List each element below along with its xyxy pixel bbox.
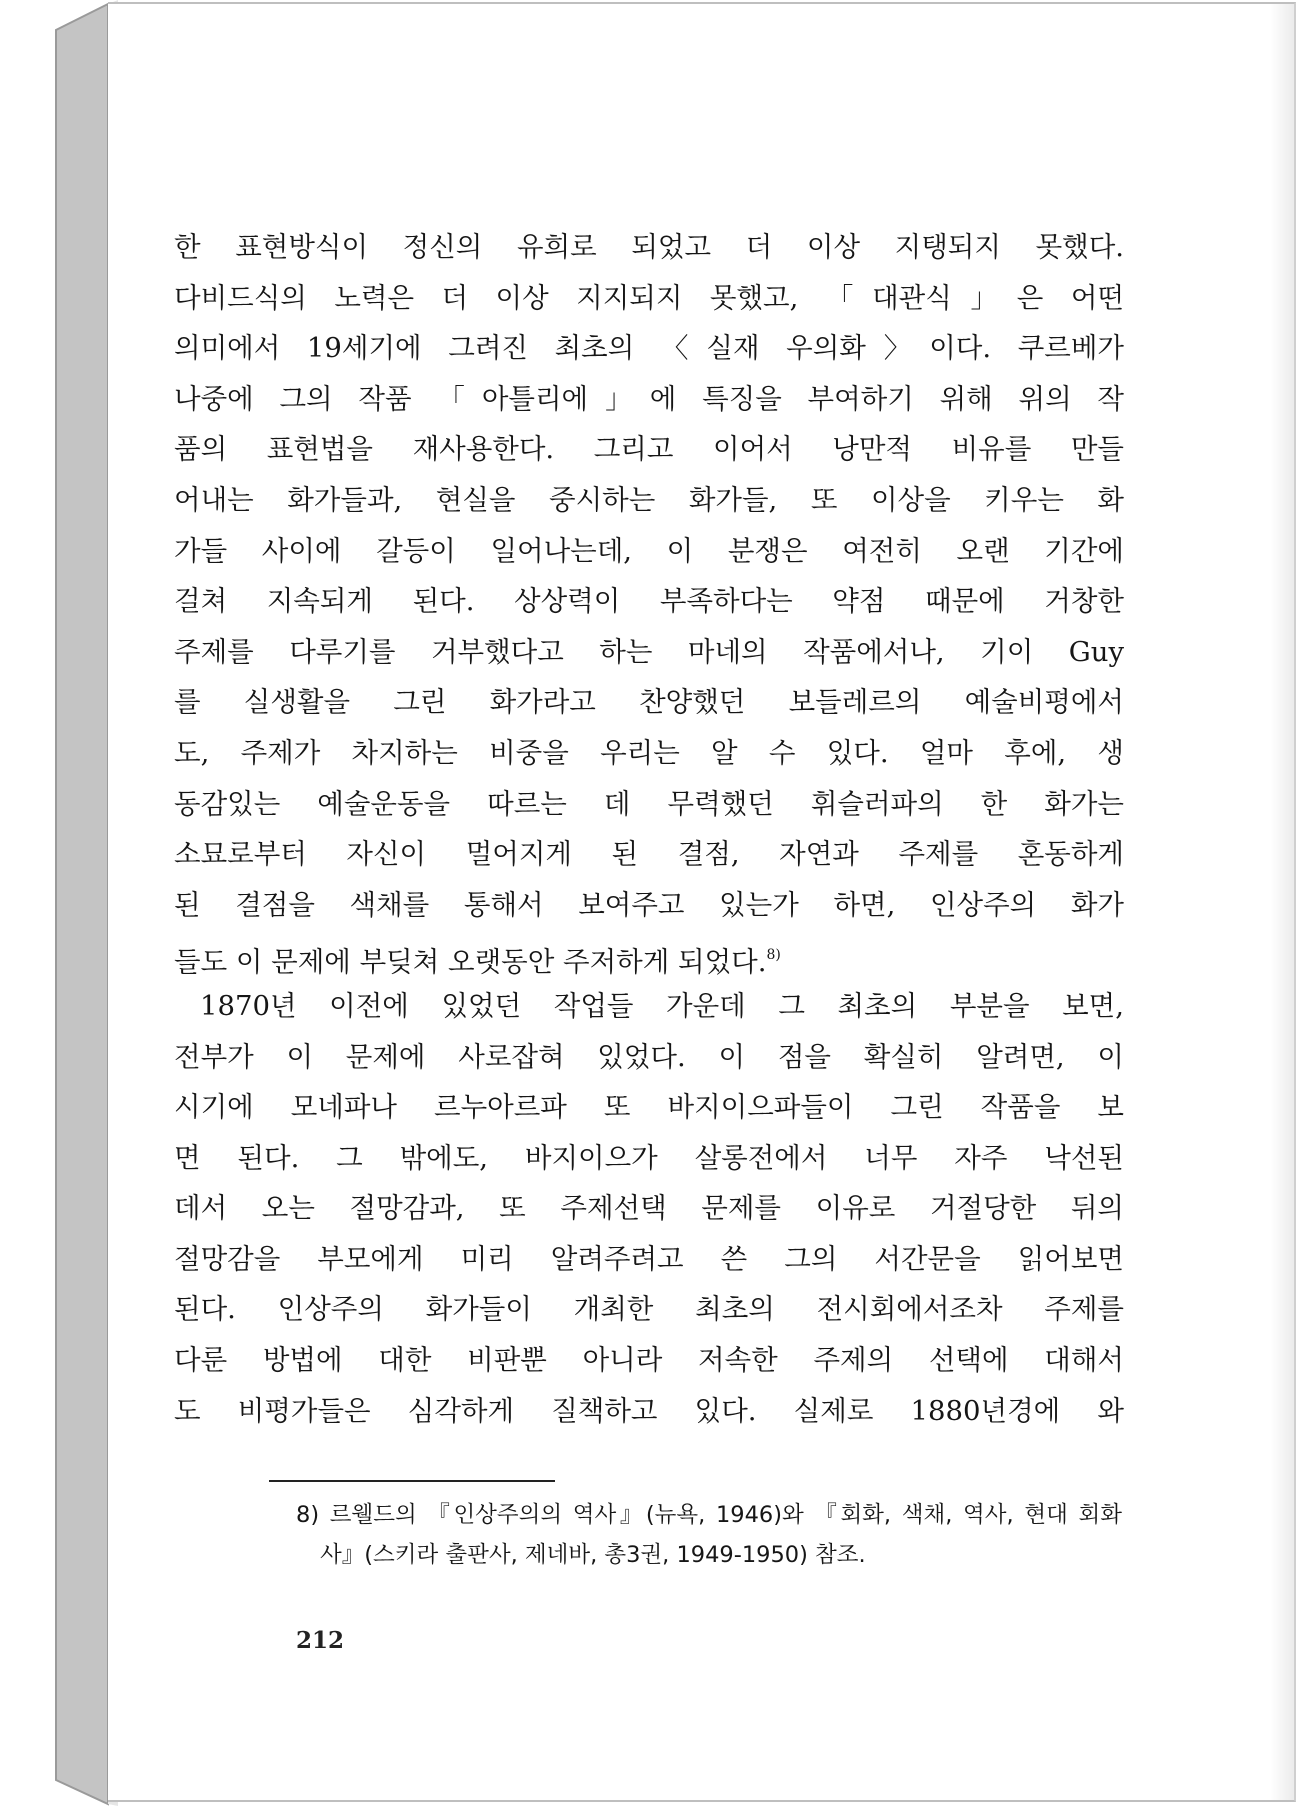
body-line-paragraph-end xyxy=(174,930,1124,981)
page-edge-shadow xyxy=(1270,4,1294,1800)
body-line: 도 비평가들은 심각하게 질책하고 있다. 실제로 1880년경에 와 xyxy=(174,1394,1124,1427)
body-line: 데서 오는 절망감과, 또 주제선택 문제를 이유로 거절당한 뒤의 xyxy=(174,1192,1124,1225)
body-text xyxy=(174,222,1124,1436)
footnote-divider xyxy=(269,1480,555,1482)
body-line: 면 된다. 그 밖에도, 바지이으가 살롱전에서 너무 자주 낙선된 xyxy=(174,1141,1124,1174)
body-line: 걸쳐 지속되게 된다. 상상력이 부족하다는 약점 때문에 거창한 xyxy=(174,585,1124,618)
body-line: 동감있는 예술운동을 따르는 데 무력했던 휘슬러파의 한 화가는 xyxy=(174,787,1124,820)
body-line-paragraph-start: 1870년 이전에 있었던 작업들 가운데 그 최초의 부분을 보면, xyxy=(200,989,1124,1022)
footnote-line: 사』(스키라 출판사, 제네바, 총3권, 1949-1950) 참조. xyxy=(320,1542,866,1568)
footnote xyxy=(296,1495,1122,1575)
body-line: 어내는 화가들과, 현실을 중시하는 화가들, 또 이상을 키우는 화 xyxy=(174,483,1124,516)
body-line-text: 들도 이 문제에 부딪쳐 오랫동안 주저하게 되었다. xyxy=(174,946,767,979)
body-line: 가들 사이에 갈등이 일어나는데, 이 분쟁은 여전히 오랜 기간에 xyxy=(174,534,1124,567)
body-line: 의미에서 19세기에 그려진 최초의 〈실재 우의화〉이다. 쿠르베가 xyxy=(174,332,1124,365)
body-line: 도, 주제가 차지하는 비중을 우리는 알 수 있다. 얼마 후에, 생 xyxy=(174,736,1124,769)
footnote-reference: 8) xyxy=(766,947,781,964)
body-line: 다룬 방법에 대한 비판뿐 아니라 저속한 주제의 선택에 대해서 xyxy=(174,1344,1124,1377)
body-line: 한 표현방식이 정신의 유희로 되었고 더 이상 지탱되지 못했다. xyxy=(174,231,1124,263)
body-line: 다비드식의 노력은 더 이상 지지되지 못했고, 「대관식」은 어떤 xyxy=(174,281,1124,314)
body-line: 나중에 그의 작품 「아틀리에」에 특징을 부여하기 위해 위의 작 xyxy=(174,382,1124,415)
body-line: 전부가 이 문제에 사로잡혀 있었다. 이 점을 확실히 알려면, 이 xyxy=(174,1040,1124,1073)
body-line: 시기에 모네파나 르누아르파 또 바지이으파들이 그린 작품을 보 xyxy=(174,1091,1124,1124)
body-line: 를 실생활을 그린 화가라고 찬양했던 보들레르의 예술비평에서 xyxy=(174,686,1124,719)
footnote-line: 8) 르웰드의 『인상주의의 역사』(뉴욕, 1946)와 『회화, 색채, 역사, 현대 회화 xyxy=(296,1502,1122,1528)
body-line: 주제를 다루기를 거부했다고 하는 마네의 작품에서나, 기이 Guy xyxy=(174,635,1124,668)
body-line: 된다. 인상주의 화가들이 개최한 최초의 전시회에서조차 주제를 xyxy=(174,1293,1124,1326)
body-line: 절망감을 부모에게 미리 알려주려고 쓴 그의 서간문을 읽어보면 xyxy=(174,1242,1124,1275)
body-line: 소묘로부터 자신이 멀어지게 된 결점, 자연과 주제를 혼동하게 xyxy=(174,838,1124,871)
page-number: 212 xyxy=(296,1627,345,1654)
body-line: 품의 표현법을 재사용한다. 그리고 이어서 낭만적 비유를 만들 xyxy=(174,433,1124,466)
body-line: 된 결점을 색채를 통해서 보여주고 있는가 하면, 인상주의 화가 xyxy=(174,888,1124,921)
